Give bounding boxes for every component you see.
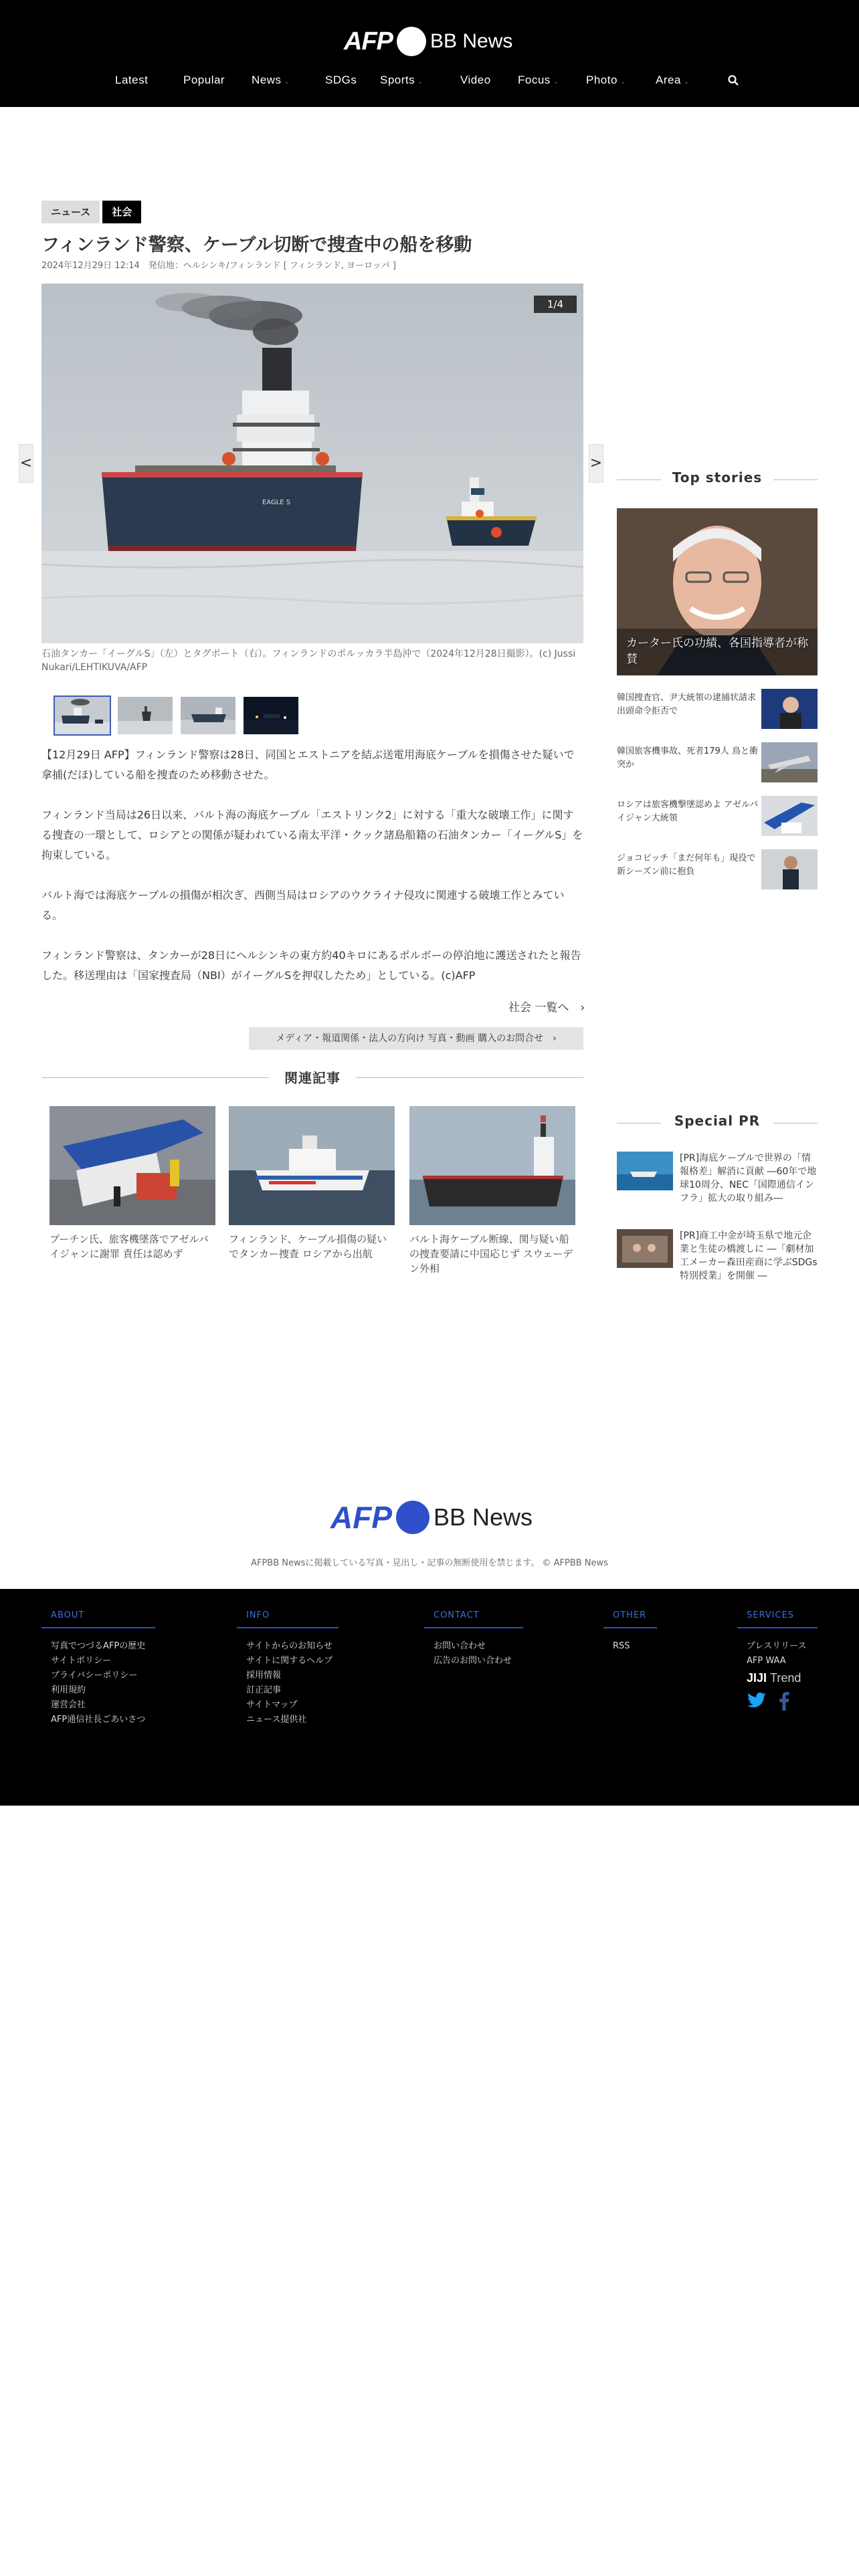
top-story-item[interactable]: [617, 849, 818, 891]
article-paragraph: フィンランド警察は、タンカーが28日にヘルシンキの東方約40キロにあるポルボーの停泊地に護送されたと報告した。移送理由は「国家捜査局（NBI）がイーグルSを押収したため」としている。(c)AFP: [41, 949, 581, 982]
logo-circle: [397, 27, 426, 56]
nav-item-latest[interactable]: [115, 74, 148, 87]
top-story-text: ジョコビッチ「まだ何年も」現役で 新シーズン前に抱負: [617, 853, 756, 877]
article-meta: 2024年12月29日 12:14 発信地：ヘルシンキ/フィンランド [ フィンランド, ヨーロッパ ]: [41, 261, 396, 271]
facebook-icon[interactable]: [779, 1692, 789, 1711]
top-story-item[interactable]: [617, 689, 818, 730]
related-caption: バルト海ケーブル断線、関与疑い船の捜査要請に中国応じず スウェーデン外相: [409, 1233, 573, 1275]
footer-link[interactable]: サイトポリシー: [51, 1656, 112, 1666]
footer-logo-afp: AFP: [330, 1500, 392, 1535]
article-paragraph: 【12月29日 AFP】フィンランド警察は28日、同国とエストニアを結ぶ送電用海底ケーブルを損傷させた疑いで拿捕(だほ)している船を捜査のため移動させた。: [41, 748, 575, 781]
nav-label: Focus: [518, 74, 551, 86]
footer-column-head: OTHER: [603, 1610, 657, 1628]
main-photo[interactable]: [41, 284, 583, 643]
top-story-text: ロシアは旅客機撃墜認めよ アゼルバイジャン大統領: [617, 800, 759, 823]
footer-link[interactable]: 運営会社: [51, 1700, 86, 1710]
footer-column-about: [41, 1610, 155, 1727]
article-body: [41, 745, 583, 1006]
related-image: [50, 1106, 215, 1225]
footer-column-head: ABOUT: [41, 1610, 155, 1628]
nav-item-area[interactable]: [656, 74, 690, 87]
footer-link[interactable]: サイトからのお知らせ: [246, 1641, 332, 1651]
nav-label: Popular: [183, 74, 225, 86]
photo-counter: 1/4: [534, 296, 577, 313]
thumbnail-4[interactable]: [242, 695, 300, 736]
nav-label: Area: [656, 74, 681, 86]
nav-label: Photo: [586, 74, 617, 86]
nav-label: Latest: [115, 74, 149, 86]
footer-link[interactable]: プレスリリース: [747, 1641, 807, 1651]
media-inquiry-button[interactable]: メディア・報道関係・法人の方向け 写真・動画 購入のお問合せ ›: [249, 1027, 583, 1050]
related-item[interactable]: [50, 1106, 215, 1261]
nav-item-popular[interactable]: [183, 74, 225, 87]
top-story-text: 韓国旅客機事故、死者179人 鳥と衝突か: [617, 746, 758, 770]
footer-column-other: [603, 1610, 657, 1654]
nav-item-video[interactable]: [460, 74, 491, 87]
top-story-thumb: [761, 689, 818, 729]
jiji-trend-logo[interactable]: [737, 1671, 818, 1685]
logo-bbnews: BB News: [430, 30, 513, 52]
footer-column-services: [737, 1610, 818, 1711]
tanker-photo: [41, 284, 583, 643]
footer-link[interactable]: 広告のお問い合わせ: [434, 1656, 512, 1666]
thumbnail-2[interactable]: [116, 695, 174, 736]
top-story-thumb: [761, 849, 818, 889]
related-image: [409, 1106, 575, 1225]
chevron-down-icon: ⌄: [284, 78, 290, 86]
chevron-down-icon: ⌄: [619, 78, 626, 86]
footer-link[interactable]: 採用情報: [246, 1671, 282, 1681]
footer-link[interactable]: サイトマップ: [246, 1700, 298, 1710]
article-paragraph: バルト海では海底ケーブルの損傷が相次ぎ、西側当局はロシアのウクライナ侵攻に関連する破壊工作とみている。: [41, 889, 565, 922]
tag-news[interactable]: ニュース: [41, 201, 100, 223]
twitter-icon[interactable]: [747, 1692, 767, 1709]
related-item[interactable]: [229, 1106, 395, 1261]
special-pr-label: Special PR: [674, 1113, 761, 1129]
nav-item-focus[interactable]: [518, 74, 559, 87]
footer-link[interactable]: サイトに関するヘルプ: [246, 1656, 333, 1666]
site-footer: [0, 1589, 859, 1806]
footer-link[interactable]: 訂正記事: [246, 1685, 282, 1695]
pr-item[interactable]: [617, 1229, 818, 1283]
footer-link[interactable]: お問い合わせ: [434, 1641, 486, 1651]
top-stories-label: Top stories: [672, 469, 763, 486]
nav-item-news[interactable]: [252, 74, 290, 87]
tag-society[interactable]: 社会: [102, 201, 141, 223]
top-story-feature[interactable]: [617, 508, 818, 675]
related-heading: [41, 1067, 583, 1087]
top-story-item[interactable]: [617, 742, 818, 784]
nav-label: News: [252, 74, 282, 86]
photo-caption: 石油タンカー「イーグルS」（左）とタグボート（右）。フィンランドのポルッカラ半島沖で（2024年12月28日撮影）。(c) Jussi Nukari/LEHTIKUVA/AFP: [41, 649, 576, 673]
related-caption: プーチン氏、旅客機墜落でアゼルバイジャンに謝罪 責任は認めず: [50, 1233, 209, 1260]
nav-item-photo[interactable]: [586, 74, 626, 87]
pr-thumb: [617, 1152, 673, 1190]
nav-item-sdgs[interactable]: [325, 74, 357, 87]
footer-link[interactable]: ニュース提供社: [246, 1715, 307, 1725]
logo-afp: AFP: [344, 27, 393, 56]
related-image: [229, 1106, 395, 1225]
photo-thumbnails: [54, 695, 300, 736]
top-story-caption: カーター氏の功績、各国指導者が称賛: [626, 637, 808, 666]
social-links: [737, 1692, 818, 1711]
thumbnail-1[interactable]: [54, 695, 111, 736]
article-title: フィンランド警察、ケーブル切断で捜査中の船を移動: [41, 235, 472, 255]
jiji-rest: Trend: [770, 1671, 801, 1685]
footer-link[interactable]: 写真でつづるAFPの歴史: [51, 1641, 146, 1651]
nav-item-sports[interactable]: [380, 74, 423, 87]
footer-column-head: SERVICES: [737, 1610, 818, 1628]
related-item[interactable]: [409, 1106, 575, 1276]
footer-column-contact: [424, 1610, 523, 1669]
pr-item[interactable]: [617, 1152, 818, 1205]
related-caption: フィンランド、ケーブル損傷の疑いでタンカー捜査 ロシアから出航: [229, 1233, 387, 1260]
top-story-text: 韓国捜査官、尹大統領の逮捕状請求 出頭命令拒否で: [617, 693, 757, 716]
footer-column-head: CONTACT: [424, 1610, 523, 1628]
footer-column-info: [237, 1610, 339, 1727]
footer-column-head: INFO: [237, 1610, 339, 1628]
chevron-down-icon: ⌄: [683, 78, 690, 86]
footer-link[interactable]: プライバシーポリシー: [51, 1671, 138, 1681]
footer-logo-circle: [396, 1501, 430, 1534]
nav-label: Sports: [380, 74, 415, 86]
nav-label: SDGs: [325, 74, 357, 86]
copyright-notice: AFPBB Newsに掲載している写真・見出し・記事の無断使用を禁じます。 © AFPBB News: [251, 1558, 608, 1568]
nav-label: Video: [460, 74, 491, 86]
footer-logo-bbnews: BB News: [434, 1503, 533, 1531]
special-pr-heading: [617, 1113, 818, 1133]
article-paragraph: フィンランド当局は26日以来、バルト海の海底ケーブル「エストリンク2」に対する「重大な破壊工作」に関する捜査の一環として、ロシアとの関係が疑われている南太平洋・クック諸島船籍の石油タンカー「イーグルS」を拘束している。: [41, 809, 583, 861]
footer-link[interactable]: AFP WAA: [747, 1656, 786, 1666]
next-arrow-icon[interactable]: >: [589, 444, 603, 483]
footer-link[interactable]: AFP通信社長ごあいさつ: [51, 1715, 146, 1725]
prev-arrow-icon[interactable]: <: [19, 444, 33, 483]
footer-logo[interactable]: [330, 1499, 533, 1535]
chevron-down-icon: ⌄: [553, 78, 559, 86]
chevron-down-icon: ⌄: [417, 78, 424, 86]
jiji-bold: JIJI: [747, 1671, 767, 1685]
top-story-item[interactable]: [617, 796, 818, 837]
top-stories-heading: [617, 469, 818, 490]
related-heading-label: 関連記事: [284, 1070, 341, 1086]
pr-thumb: [617, 1229, 673, 1268]
search-icon[interactable]: [728, 75, 739, 86]
pr-text: [PR]商工中金が埼玉県で地元企業と生徒の橋渡しに ―「劇材加工メーカー森田産商に学ぶSDGs特別授業」を開催 ―: [680, 1230, 818, 1281]
society-list-link[interactable]: 社会 一覧へ ›: [508, 1001, 585, 1014]
thumbnail-3[interactable]: [179, 695, 237, 736]
ship-name-label: EAGLE S: [262, 499, 291, 506]
footer-link[interactable]: RSS: [613, 1641, 630, 1651]
site-header: [0, 0, 859, 107]
footer-link[interactable]: 利用規約: [51, 1685, 86, 1695]
top-story-thumb: [761, 796, 818, 836]
pr-text: [PR]海底ケーブルで世界の「情報格差」解消に貢献 ―60年で地球10周分、NEC「国際通信インフラ」拡大の取り組み―: [680, 1153, 817, 1204]
top-story-thumb: [761, 742, 818, 782]
article-tags: [41, 201, 141, 223]
site-logo[interactable]: [344, 25, 512, 58]
